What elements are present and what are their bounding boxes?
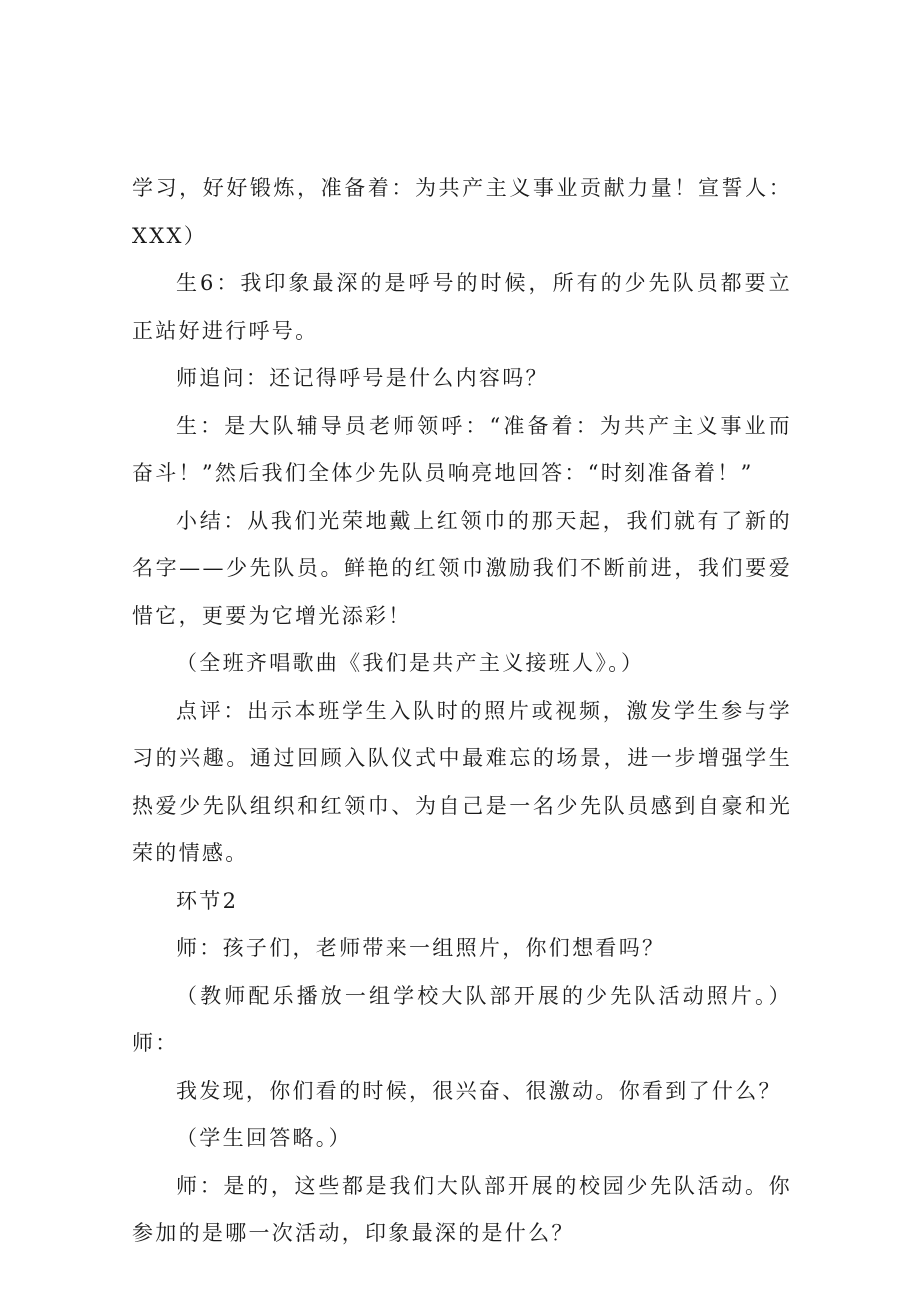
paragraph-teacher-observes: 我发现，你们看的时候，很兴奋、很激动。你看到了什么？ (176, 1078, 782, 1103)
paragraph-teacher-question: 师追问：还记得呼号是什么内容吗？ (176, 366, 549, 390)
paragraph-comment: 点评：出示本班学生入队时的照片或视频，激发学生参与学习的兴趣。通过回顾入队仪式中最难忘的场景，进一步增强学生热爱少先队组织和红领巾、为自己是一名少先队员感到自豪和光荣的情感。 (132, 698, 792, 865)
paragraph-summary: 小结：从我们光荣地戴上红领巾的那天起，我们就有了新的名字——少先队员。鲜艳的红领巾激励我们不断前进，我们要爱惜它，更要为它增光添彩！ (132, 508, 792, 628)
document-body (132, 165, 792, 1258)
section-heading-step2: 环节2 (176, 888, 239, 913)
paragraph-teacher-plays-photos: （教师配乐播放一组学校大队部开展的少先队活动照片。）师： (132, 983, 792, 1055)
paragraph-teacher-activities: 师：是的，这些都是我们大队部开展的校园少先队活动。你参加的是哪一次活动，印象最深的是什么？ (132, 1173, 792, 1245)
paragraph-student6: 生6：我印象最深的是呼号的时候，所有的少先队员都要立正站好进行呼号。 (132, 271, 792, 343)
paragraph-student-reply: （学生回答略。） (176, 1126, 352, 1150)
paragraph-class-song: （全班齐唱歌曲《我们是共产主义接班人》。） (176, 651, 645, 675)
paragraph-student-answer: 生：是大队辅导员老师领呼：“准备着：为共产主义事业而奋斗！”然后我们全体少先队员响亮地回答：“时刻准备着！” (132, 413, 792, 485)
paragraph-teacher-photos: 师：孩子们，老师带来一组照片，你们想看吗？ (176, 936, 666, 960)
paragraph-oath-end: 学习，好好锻炼，准备着：为共产主义事业贡献力量！宣誓人：XXX） (132, 176, 792, 248)
